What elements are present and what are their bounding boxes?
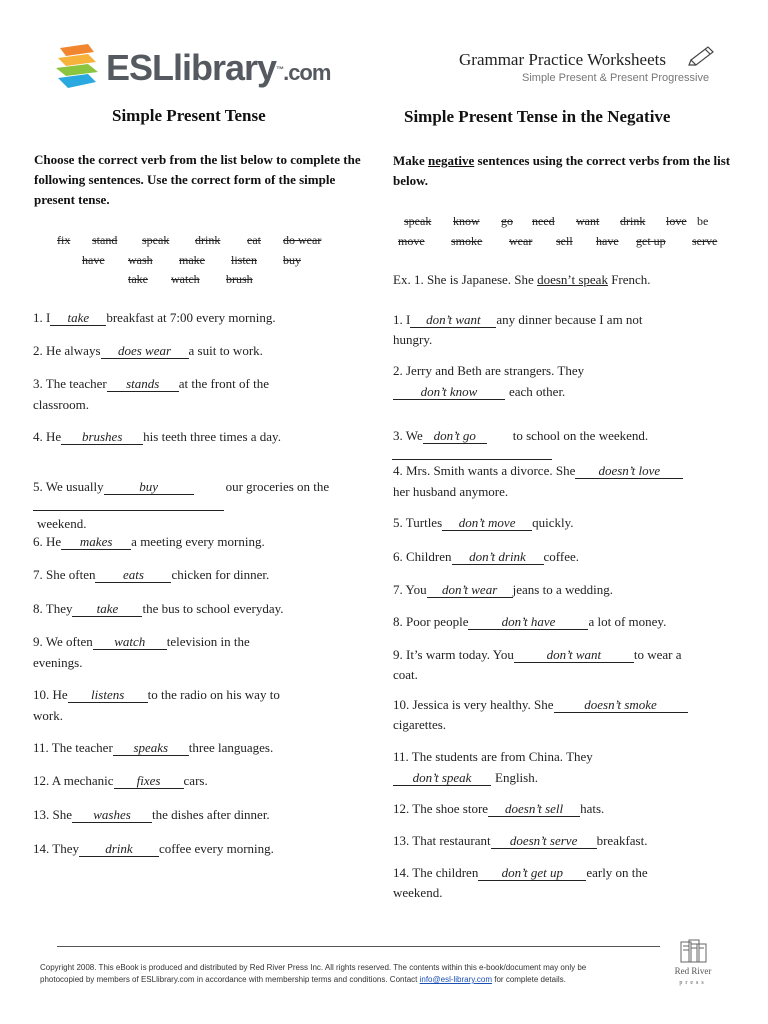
- sentence-continuation: cigarettes.: [393, 717, 447, 732]
- sentence-text: the dishes after dinner.: [152, 807, 270, 822]
- sentence-text: It’s warm today. You: [406, 647, 514, 662]
- sentence-text: his teeth three times a day.: [143, 429, 281, 444]
- sentence-text: to school on the weekend.: [512, 428, 649, 443]
- exercise-item: [33, 374, 269, 394]
- sentence-text: The teacher: [45, 376, 107, 391]
- item-number: 11.: [393, 749, 409, 764]
- word-bank-item: need: [532, 214, 555, 228]
- sentence-text: I: [46, 310, 51, 325]
- item-number: 12.: [393, 801, 410, 816]
- answer-blank[interactable]: don’t want: [514, 647, 634, 663]
- series-subtitle: Simple Present & Present Progressive: [522, 72, 710, 84]
- word-bank-item: move: [398, 234, 425, 248]
- sentence-text: He always: [46, 343, 101, 358]
- esl-library-logo-icon: [54, 42, 100, 90]
- answer-blank[interactable]: don’t want: [410, 312, 496, 328]
- exercise-item: [393, 580, 613, 600]
- publisher-name: Red River press: [674, 966, 712, 986]
- sentence-text: The students are from China. They: [411, 749, 593, 764]
- sentence-text: I: [406, 312, 411, 327]
- sentence-text: Children: [406, 549, 452, 564]
- exercise-item: [33, 477, 329, 497]
- sentence-text: Jerry and Beth are strangers. They: [406, 363, 585, 378]
- answer-blank[interactable]: doesn’t sell: [488, 801, 580, 817]
- answer-blank[interactable]: listens: [68, 687, 148, 703]
- sentence-text: He: [46, 429, 62, 444]
- word-bank-item: make: [179, 253, 205, 267]
- sentence-text: breakfast at 7:00 every morning.: [106, 310, 276, 325]
- sentence-text: at the front of the: [178, 376, 269, 391]
- word-bank-item: fix: [57, 233, 71, 247]
- word-bank-item: go: [501, 214, 513, 228]
- example-sentence: Ex. 1. She is Japanese. She doesn’t speak French.: [393, 272, 651, 287]
- sentence-continuation: her husband anymore.: [393, 484, 509, 499]
- answer-blank[interactable]: don’t wear: [427, 582, 513, 598]
- item-number: 2.: [393, 363, 403, 378]
- exercise-item: [33, 771, 208, 791]
- answer-blank[interactable]: speaks: [113, 740, 189, 756]
- word-bank-item: want: [576, 214, 600, 228]
- item-number: 2.: [33, 343, 43, 358]
- exercise-item: [33, 427, 281, 447]
- exercise-item: [33, 839, 274, 859]
- left-section-title: Simple Present Tense: [112, 106, 266, 125]
- word-bank-item: love: [666, 214, 687, 228]
- sentence-continuation: weekend.: [37, 516, 87, 531]
- sentence-continuation: classroom.: [33, 397, 89, 412]
- word-bank-item: listen: [231, 253, 257, 267]
- answer-line: [33, 510, 224, 511]
- answer-blank[interactable]: don’t get up: [478, 865, 586, 881]
- word-bank-item: smoke: [451, 234, 483, 248]
- sentence-text: They: [45, 601, 73, 616]
- exercise-item-line2: [393, 382, 565, 402]
- word-bank-item: wear: [509, 234, 533, 248]
- exercise-item: [33, 565, 269, 585]
- sentence-text: He: [46, 534, 62, 549]
- exercise-item: [393, 645, 682, 665]
- answer-blank[interactable]: take: [72, 601, 142, 617]
- series-title: Grammar Practice Worksheets: [459, 50, 666, 69]
- item-number: 12.: [33, 773, 50, 788]
- word-bank-item: speak: [142, 233, 170, 247]
- item-number: 14.: [393, 865, 410, 880]
- sentence-text: Poor people: [406, 614, 469, 629]
- exercise-item-line2: [393, 768, 538, 788]
- word-bank-item: be: [697, 214, 709, 228]
- sentence-text: Turtles: [405, 515, 443, 530]
- sentence-text: quickly.: [532, 515, 574, 530]
- sentence-text: three languages.: [188, 740, 274, 755]
- red-river-press-logo-icon: [673, 938, 713, 966]
- item-number: 7.: [33, 567, 43, 582]
- sentence-text: They: [52, 841, 79, 856]
- word-bank-item: buy: [283, 253, 301, 267]
- sentence-text: We: [405, 428, 423, 443]
- item-number: 9.: [393, 647, 403, 662]
- item-number: 6.: [33, 534, 43, 549]
- answer-line: [392, 459, 552, 460]
- item-number: 8.: [393, 614, 403, 629]
- item-number: 3.: [393, 428, 403, 443]
- answer-blank[interactable]: take: [50, 310, 106, 326]
- exercise-item: [393, 747, 593, 767]
- item-number: 7.: [393, 582, 403, 597]
- item-number: 5.: [33, 479, 43, 494]
- word-bank-item: brush: [226, 272, 253, 286]
- sentence-text: hats.: [580, 801, 605, 816]
- answer-blank[interactable]: washes: [72, 807, 152, 823]
- exercise-item: [33, 632, 250, 652]
- sentence-text: cars.: [183, 773, 208, 788]
- sentence-continuation: coat.: [393, 667, 418, 682]
- exercise-item: [393, 695, 688, 715]
- sentence-text: a meeting every morning.: [131, 534, 265, 549]
- answer-blank[interactable]: makes: [61, 534, 131, 550]
- item-number: 14.: [33, 841, 50, 856]
- answer-blank[interactable]: does wear: [101, 343, 189, 359]
- word-bank-item: wash: [128, 253, 153, 267]
- exercise-item: [33, 805, 270, 825]
- sentence-text: early on the: [586, 865, 648, 880]
- word-bank-item: sell: [556, 234, 573, 248]
- sentence-continuation: weekend.: [393, 885, 443, 900]
- word-bank-item: get up: [636, 234, 666, 248]
- exercise-item: [33, 685, 280, 705]
- footer-divider: [57, 946, 660, 947]
- word-bank-item: have: [82, 253, 105, 267]
- sentence-text: He: [52, 687, 68, 702]
- item-number: 1.: [393, 312, 403, 327]
- exercise-item: [33, 738, 273, 758]
- sentence-text: She: [52, 807, 72, 822]
- sentence-text: Mrs. Smith wants a divorce. She: [406, 463, 576, 478]
- word-bank-item: do wear: [283, 233, 322, 247]
- exercise-item: [33, 308, 276, 328]
- sentence-text: We usually: [45, 479, 104, 494]
- sentence-text: We often: [45, 634, 93, 649]
- sentence-text: She often: [46, 567, 96, 582]
- word-bank-item: drink: [620, 214, 646, 228]
- item-number: 4.: [33, 429, 43, 444]
- contact-email-link[interactable]: info@esl-library.com: [419, 975, 493, 984]
- sentence-continuation: hungry.: [393, 332, 433, 347]
- answer-blank[interactable]: don’t have: [468, 614, 588, 630]
- sentence-text: That restaurant: [412, 833, 491, 848]
- pencil-icon: [688, 44, 716, 66]
- word-bank-item: have: [596, 234, 619, 248]
- answer-blank[interactable]: brushes: [61, 429, 143, 445]
- exercise-item: [393, 799, 604, 819]
- exercise-item: [393, 863, 648, 883]
- answer-blank[interactable]: drink: [79, 841, 159, 857]
- item-number: 13.: [393, 833, 410, 848]
- item-number: 5.: [393, 515, 403, 530]
- right-section-title: Simple Present Tense in the Negative: [404, 107, 671, 126]
- answer-blank[interactable]: buy: [104, 479, 194, 495]
- sentence-text: The shoe store: [412, 801, 489, 816]
- exercise-item: [393, 831, 647, 851]
- sentence-text: any dinner because I am not: [496, 312, 643, 327]
- word-bank-item: serve: [692, 234, 718, 248]
- exercise-item: [393, 513, 574, 533]
- sentence-text: coffee.: [543, 549, 579, 564]
- sentence-text: English.: [495, 770, 538, 785]
- item-number: 9.: [33, 634, 43, 649]
- exercise-item: [33, 532, 265, 552]
- answer-blank[interactable]: doesn’t love: [575, 463, 683, 479]
- sentence-text: A mechanic: [51, 773, 114, 788]
- word-bank-item: speak: [404, 214, 432, 228]
- item-number: 1.: [33, 310, 43, 325]
- exercise-item: [393, 426, 648, 446]
- exercise-item: [393, 461, 683, 481]
- item-number: 3.: [33, 376, 43, 391]
- item-number: 6.: [393, 549, 403, 564]
- answer-blank[interactable]: don’t move: [442, 515, 532, 531]
- sentence-continuation: evenings.: [33, 655, 83, 670]
- exercise-item: [33, 599, 284, 619]
- answer-blank[interactable]: doesn’t smoke: [554, 697, 688, 713]
- answer-blank[interactable]: fixes: [114, 773, 184, 789]
- exercise-item: [33, 341, 263, 361]
- sentence-text: Jessica is very healthy. She: [412, 697, 554, 712]
- sentence-text: coffee every morning.: [158, 841, 274, 856]
- word-bank-item: watch: [171, 272, 200, 286]
- sentence-continuation: work.: [33, 708, 63, 723]
- sentence-text: You: [405, 582, 427, 597]
- word-bank-item: take: [128, 272, 148, 286]
- item-number: 11.: [33, 740, 49, 755]
- answer-blank[interactable]: stands: [107, 376, 179, 392]
- exercise-item: [393, 547, 579, 567]
- sentence-text: chicken for dinner.: [171, 567, 270, 582]
- exercise-item: [393, 361, 584, 381]
- exercise-item: [393, 612, 666, 632]
- word-bank-item: know: [453, 214, 480, 228]
- word-bank-item: stand: [92, 233, 118, 247]
- sentence-text: to the radio on his way to: [147, 687, 280, 702]
- sentence-text: each other.: [509, 384, 566, 399]
- item-number: 10.: [33, 687, 50, 702]
- sentence-text: a suit to work.: [188, 343, 263, 358]
- item-number: 8.: [33, 601, 43, 616]
- left-instructions: Choose the correct verb from the list below to complete the following sentences. Use the correct form of the simple present tense.: [34, 152, 361, 207]
- item-number: 13.: [33, 807, 50, 822]
- sentence-text: The teacher: [51, 740, 113, 755]
- sentence-text: to wear a: [633, 647, 682, 662]
- right-instructions: Make negative sentences using the correct verbs from the list below.: [393, 153, 731, 188]
- word-bank-item: eat: [247, 233, 261, 247]
- answer-blank[interactable]: watch: [93, 634, 167, 650]
- answer-blank[interactable]: don’t go: [423, 428, 487, 444]
- sentence-text: The children: [412, 865, 479, 880]
- sentence-text: breakfast.: [596, 833, 648, 848]
- answer-blank[interactable]: don’t speak: [393, 770, 491, 786]
- sentence-text: the bus to school everyday.: [142, 601, 284, 616]
- item-number: 4.: [393, 463, 403, 478]
- answer-blank[interactable]: don’t drink: [452, 549, 544, 565]
- logo-wordmark: ESLlibrary™.com: [106, 47, 331, 88]
- copyright-notice: Copyright 2008. This eBook is produced and distributed by Red River Press Inc. All rights reserved. The contents within this e-book/document may only be photocopied by members of ESLlibrary.com in accordance with membership terms and conditions. Contact info@esl-library.com for complete details.: [40, 963, 587, 984]
- sentence-text: television in the: [166, 634, 250, 649]
- sentence-text: jeans to a wedding.: [512, 582, 613, 597]
- answer-blank[interactable]: eats: [95, 567, 171, 583]
- answer-blank[interactable]: don’t know: [393, 384, 505, 400]
- answer-blank[interactable]: doesn’t serve: [491, 833, 597, 849]
- sentence-text: our groceries on the: [225, 479, 330, 494]
- item-number: 10.: [393, 697, 410, 712]
- sentence-text: a lot of money.: [588, 614, 667, 629]
- word-bank-item: drink: [195, 233, 221, 247]
- exercise-item: [393, 310, 643, 330]
